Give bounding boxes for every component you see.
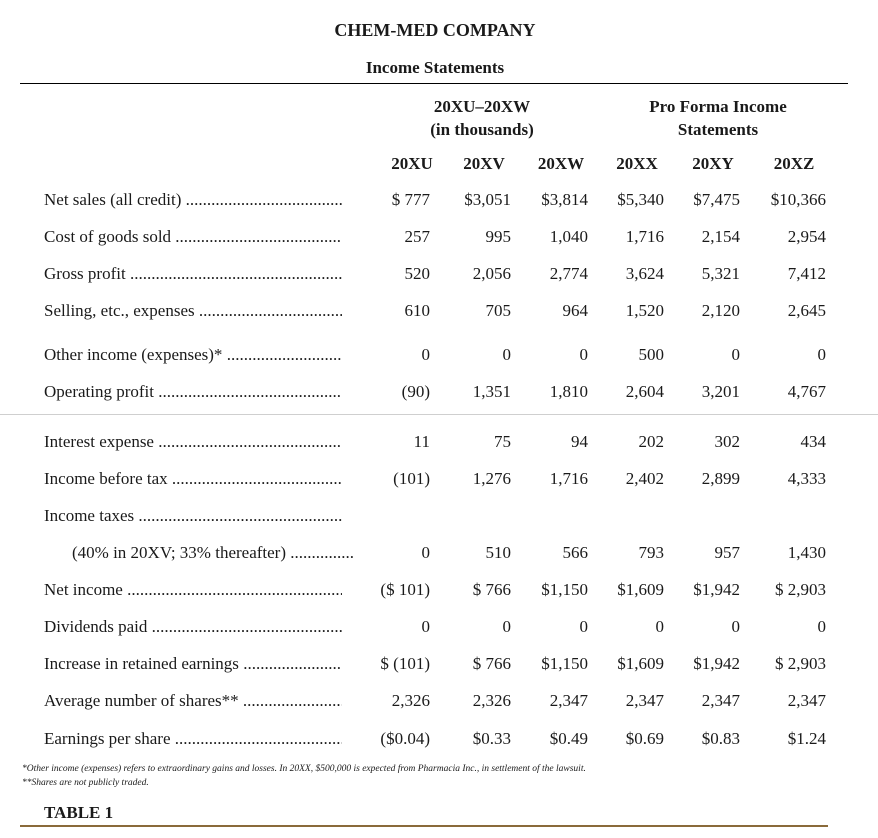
- table-row: [0, 382, 878, 406]
- table-row: [0, 580, 878, 604]
- cell-20xz: 4,333: [787, 469, 826, 488]
- cell-20xx: 2,402: [625, 469, 664, 488]
- cell-20xz: 4,767: [787, 382, 826, 401]
- cell-20xx: $1,609: [617, 654, 664, 673]
- table-row: [0, 654, 878, 678]
- cell-20xy: $1,942: [693, 654, 740, 673]
- cell-20xz: 0: [817, 345, 826, 364]
- cell-20xw: 0: [579, 617, 588, 636]
- cell-20xv: 1,351: [472, 382, 511, 401]
- cell-20xw: 94: [571, 432, 588, 451]
- cell-20xu: 0: [421, 617, 430, 636]
- row-label: Increase in retained earnings .....: [44, 654, 342, 674]
- cell-20xw: 1,716: [549, 469, 588, 488]
- cell-20xw: 566: [562, 543, 588, 562]
- cell-20xu: 0: [421, 345, 430, 364]
- table-row: [0, 301, 878, 325]
- year-header: 20XV: [463, 154, 505, 173]
- year-header: 20XW: [537, 154, 585, 173]
- cell-20xw: $0.49: [549, 729, 588, 748]
- cell-20xz: 7,412: [787, 264, 826, 283]
- cell-20xy: 2,120: [701, 301, 740, 320]
- cell-20xv: 1,276: [472, 469, 511, 488]
- table-label: TABLE 1: [44, 803, 114, 822]
- cell-20xz: 434: [800, 432, 826, 451]
- table-row: [0, 345, 878, 369]
- row-label: Average number of shares** .....: [44, 691, 342, 711]
- row-label: Gross profit .....: [44, 264, 342, 284]
- cell-20xy: 302: [714, 432, 740, 451]
- cell-20xw: 1,810: [549, 382, 588, 401]
- row-label: Dividends paid .....: [44, 617, 342, 637]
- cell-20xu: $ 777: [391, 190, 430, 209]
- row-label: Interest expense .....: [44, 432, 342, 452]
- pro-forma-group-line2: Statements: [677, 120, 759, 139]
- cell-20xz: $ 2,903: [775, 654, 826, 673]
- cell-20xw: 2,774: [549, 264, 588, 283]
- cell-20xx: 2,347: [625, 691, 664, 710]
- bottom-rule: [20, 825, 828, 827]
- cell-20xx: 500: [638, 345, 664, 364]
- table-row: [0, 227, 878, 251]
- cell-20xx: $5,340: [617, 190, 664, 209]
- cell-20xy: 957: [714, 543, 740, 562]
- cell-20xy: 2,154: [701, 227, 740, 246]
- cell-20xv: 75: [494, 432, 511, 451]
- cell-20xy: 3,201: [701, 382, 740, 401]
- cell-20xy: 5,321: [701, 264, 740, 283]
- cell-20xx: 2,604: [625, 382, 664, 401]
- cell-20xz: $1.24: [787, 729, 826, 748]
- cell-20xz: 0: [817, 617, 826, 636]
- cell-20xy: 2,899: [701, 469, 740, 488]
- cell-20xx: 1,520: [625, 301, 664, 320]
- cell-20xv: $ 766: [472, 580, 511, 599]
- table-row: [0, 264, 878, 288]
- cell-20xw: 1,040: [549, 227, 588, 246]
- historical-group-line2: (in thousands): [430, 120, 534, 139]
- table-row: [0, 617, 878, 641]
- row-label: Income taxes .....: [44, 506, 342, 526]
- cell-20xx: 3,624: [625, 264, 664, 283]
- table-row: [0, 506, 878, 530]
- cell-20xv: 995: [485, 227, 511, 246]
- cell-20xu: 520: [404, 264, 430, 283]
- cell-20xw: $1,150: [541, 580, 588, 599]
- historical-column-group: [406, 95, 558, 141]
- cell-20xy: 0: [731, 345, 740, 364]
- pro-forma-column-group: [622, 95, 814, 141]
- cell-20xv: $ 766: [472, 654, 511, 673]
- cell-20xx: 1,716: [625, 227, 664, 246]
- cell-20xw: 964: [562, 301, 588, 320]
- row-label: Net sales (all credit) .....: [44, 190, 342, 210]
- table-row: [0, 432, 878, 456]
- cell-20xu: $ (101): [380, 654, 430, 673]
- cell-20xw: 2,347: [549, 691, 588, 710]
- cell-20xv: 705: [485, 301, 511, 320]
- cell-20xu: 11: [413, 432, 430, 451]
- table-row: [0, 190, 878, 214]
- cell-20xw: $1,150: [541, 654, 588, 673]
- row-label: Other income (expenses)* .....: [44, 345, 342, 365]
- cell-20xw: $3,814: [541, 190, 588, 209]
- cell-20xu: ($ 101): [380, 580, 430, 599]
- cell-20xy: 2,347: [701, 691, 740, 710]
- cell-20xv: 0: [502, 617, 511, 636]
- cell-20xu: (90): [401, 382, 430, 401]
- cell-20xz: 2,954: [787, 227, 826, 246]
- cell-20xz: 2,347: [787, 691, 826, 710]
- cell-20xu: 2,326: [391, 691, 430, 710]
- cell-20xz: $10,366: [770, 190, 826, 209]
- row-label: Earnings per share .....: [44, 729, 342, 749]
- cell-20xv: 0: [502, 345, 511, 364]
- statement-title: Income Statements: [365, 58, 505, 77]
- section-divider: [0, 414, 878, 415]
- cell-20xx: 793: [638, 543, 664, 562]
- table-row: [0, 543, 878, 567]
- cell-20xz: 2,645: [787, 301, 826, 320]
- year-header: 20XU: [391, 154, 433, 173]
- table-row: [0, 729, 878, 753]
- row-label: Cost of goods sold .....: [44, 227, 342, 247]
- table-row: [0, 469, 878, 493]
- cell-20xu: 610: [404, 301, 430, 320]
- historical-group-line1: 20XU–20XW: [433, 97, 531, 116]
- cell-20xx: $1,609: [617, 580, 664, 599]
- row-label: Operating profit .....: [44, 382, 342, 402]
- year-header: 20XY: [692, 154, 734, 173]
- row-label: Selling, etc., expenses .....: [44, 301, 342, 321]
- cell-20xv: 2,056: [472, 264, 511, 283]
- cell-20xu: 257: [404, 227, 430, 246]
- row-label: (40% in 20XV; 33% thereafter) .....: [72, 543, 354, 563]
- cell-20xy: 0: [731, 617, 740, 636]
- cell-20xu: 0: [421, 543, 430, 562]
- cell-20xv: $3,051: [464, 190, 511, 209]
- cell-20xx: 202: [638, 432, 664, 451]
- cell-20xx: $0.69: [625, 729, 664, 748]
- company-title: CHEM-MED COMPANY: [334, 20, 536, 40]
- cell-20xy: $0.83: [701, 729, 740, 748]
- footnote-other-income: *Other income (expenses) refers to extraordinary gains and losses. In 20XX, $500,000 is expected from Pharmacia Inc., in settlement of the lawsuit.: [22, 764, 586, 774]
- pro-forma-group-line1: Pro Forma Income: [649, 97, 787, 116]
- cell-20xy: $1,942: [693, 580, 740, 599]
- cell-20xu: (101): [393, 469, 430, 488]
- cell-20xz: $ 2,903: [775, 580, 826, 599]
- row-label: Income before tax .....: [44, 469, 342, 489]
- cell-20xv: 510: [485, 543, 511, 562]
- cell-20xy: $7,475: [693, 190, 740, 209]
- year-header: 20XX: [616, 154, 658, 173]
- cell-20xv: $0.33: [472, 729, 511, 748]
- cell-20xx: 0: [655, 617, 664, 636]
- table-row: [0, 691, 878, 715]
- year-header: 20XZ: [773, 154, 815, 173]
- cell-20xv: 2,326: [472, 691, 511, 710]
- cell-20xw: 0: [579, 345, 588, 364]
- cell-20xz: 1,430: [787, 543, 826, 562]
- cell-20xu: ($0.04): [380, 729, 430, 748]
- row-label: Net income .....: [44, 580, 342, 600]
- header-rule: [20, 83, 848, 84]
- footnote-shares: **Shares are not publicly traded.: [22, 778, 149, 788]
